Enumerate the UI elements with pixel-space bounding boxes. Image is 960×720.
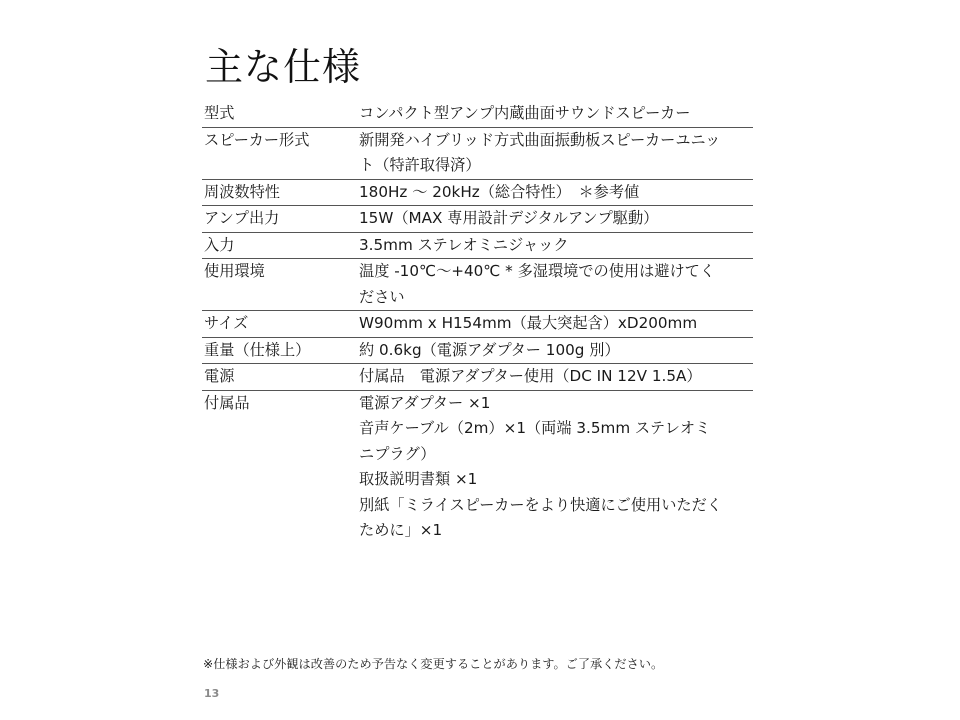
- spec-value-line: 3.5mm ステレオミニジャック: [359, 235, 569, 254]
- spec-value: [359, 127, 753, 179]
- spec-value-line: 別紙「ミライスピーカーをより快適にご使用いただく: [359, 495, 722, 514]
- spec-label: 付属品: [204, 393, 250, 412]
- spec-row: [202, 206, 753, 233]
- spec-value: [359, 311, 753, 338]
- spec-value-line: 約 0.6kg（電源アダプター 100g 別）: [359, 340, 620, 359]
- spec-value: [359, 390, 753, 544]
- spec-label: アンプ出力: [204, 209, 280, 227]
- spec-value-line: 温度 -10℃〜+40℃ * 多湿環境での使用は避けてく: [359, 262, 716, 280]
- spec-label: 重量（仕様上）: [204, 340, 311, 359]
- page-number: 13: [204, 687, 220, 700]
- spec-row: [202, 179, 753, 206]
- spec-row: [202, 337, 753, 364]
- spec-value-line: 15W（MAX 専用設計デジタルアンプ駆動）: [359, 209, 659, 227]
- spec-value-line: ださい: [359, 287, 405, 306]
- spec-value-line: コンパクト型アンプ内蔵曲面サウンドスピーカー: [359, 104, 691, 122]
- spec-label: 入力: [204, 235, 235, 254]
- spec-value: [359, 101, 753, 127]
- spec-row: [202, 232, 753, 259]
- spec-value: [359, 337, 753, 364]
- spec-row: [202, 259, 753, 311]
- spec-label: サイズ: [204, 314, 249, 332]
- spec-label: 型式: [204, 104, 235, 122]
- spec-value: [359, 206, 753, 233]
- spec-value: [359, 232, 753, 259]
- spec-label: 使用環境: [204, 262, 265, 280]
- spec-label: スピーカー形式: [204, 130, 310, 149]
- spec-label: 電源: [204, 367, 235, 385]
- spec-value-line: 付属品 電源アダプター使用（DC IN 12V 1.5A）: [359, 367, 702, 385]
- spec-value-line: 新開発ハイブリッド方式曲面振動板スピーカーユニッ: [359, 130, 721, 149]
- spec-value: [359, 179, 753, 206]
- spec-value-line: ニプラグ）: [359, 444, 436, 463]
- spec-row: [202, 311, 753, 338]
- spec-value-line: 取扱説明書類 ×1: [359, 470, 478, 488]
- spec-value-line: W90mm x H154mm（最大突起含）xD200mm: [359, 314, 698, 332]
- spec-label: 周波数特性: [204, 182, 280, 201]
- spec-row: [202, 364, 753, 391]
- spec-value: [359, 364, 753, 391]
- spec-row: [202, 390, 753, 544]
- spec-value-line: 音声ケーブル（2m）×1（両端 3.5mm ステレオミ: [359, 419, 711, 437]
- spec-value-line: 電源アダプター ×1: [359, 393, 491, 412]
- spec-table: [202, 101, 753, 544]
- spec-table-body: [202, 101, 753, 544]
- footnote: ※仕様および外観は改善のため予告なく変更することがあります。ご了承ください。: [203, 657, 664, 671]
- spec-row: [202, 127, 753, 179]
- spec-value-line: ために」×1: [359, 521, 443, 539]
- spec-value: [359, 259, 753, 311]
- spec-value-line: ト（特許取得済）: [359, 156, 481, 174]
- spec-row: [202, 101, 753, 127]
- page-title: 主な仕様: [205, 45, 362, 89]
- spec-value-line: 180Hz 〜 20kHz（総合特性） ＊参考値: [359, 182, 640, 201]
